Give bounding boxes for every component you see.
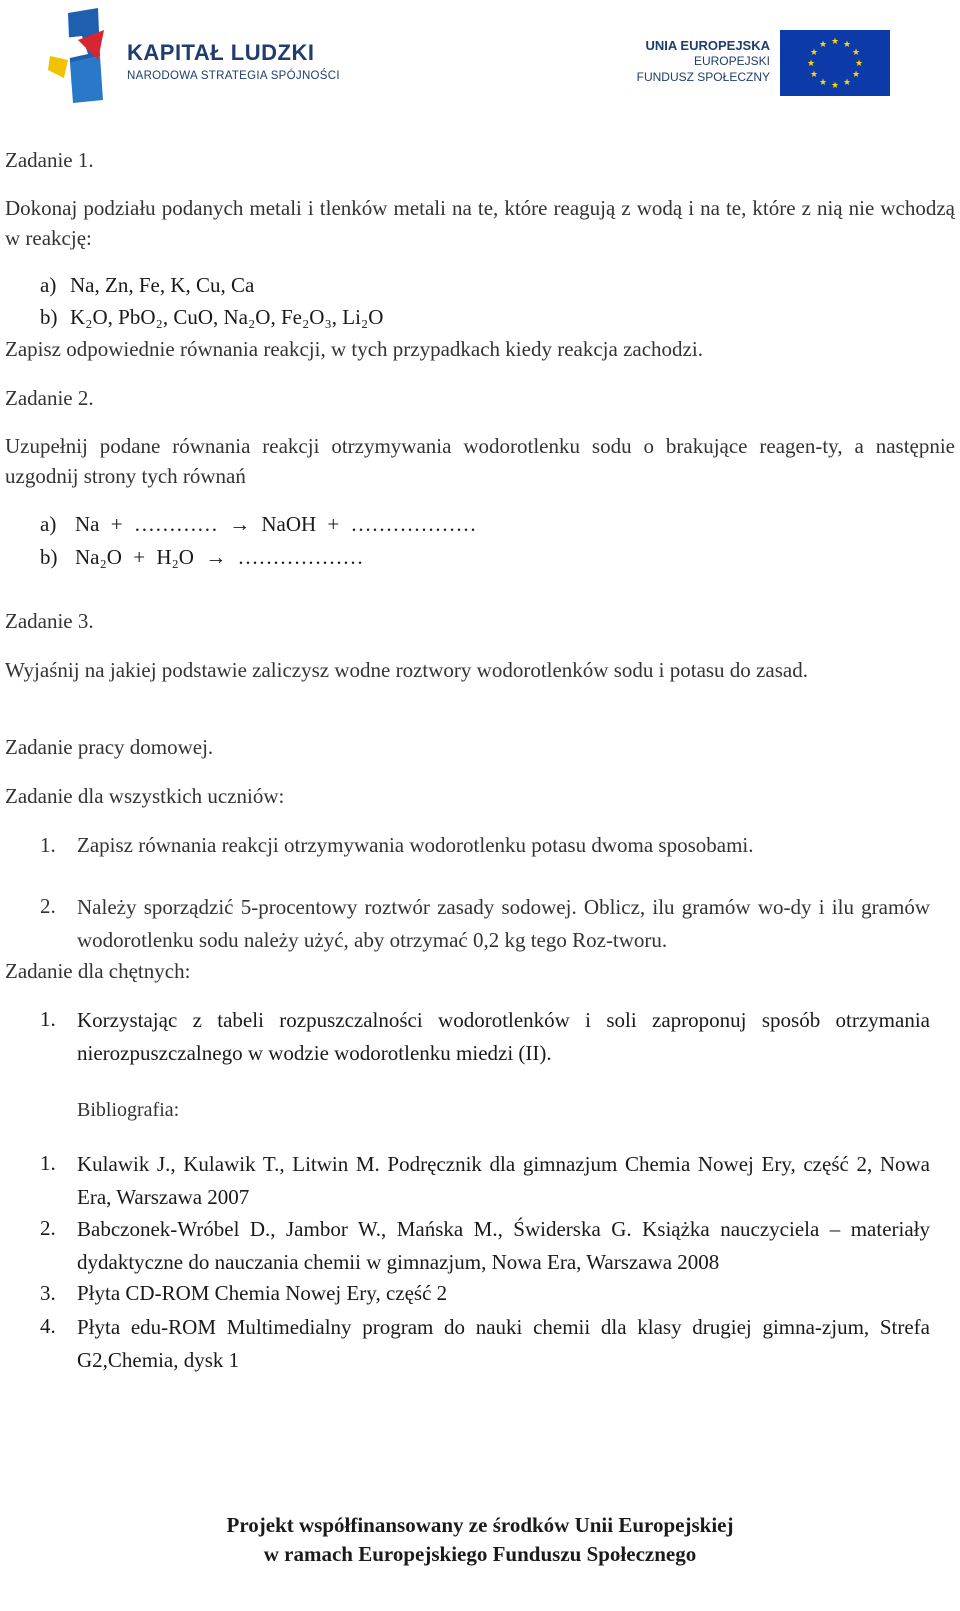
task2-item-a [40,509,477,539]
bibliography-item-1-num: 1. [40,1151,56,1175]
eu-logo-line3: FUNDUSZ SPOŁECZNY [636,70,770,84]
bibliography-item-3-num: 3. [40,1281,56,1305]
svg-text:★: ★ [809,48,819,58]
homework-heading: Zadanie pracy domowej. [5,735,214,759]
eu-flag-icon [780,30,890,96]
kapital-ludzki-subtitle: NARODOWA STRATEGIA SPÓJNOŚCI [127,70,340,82]
footer-line1: Projekt współfinansowany ze środków Unii Europejskiej [226,1513,734,1537]
svg-text:★: ★ [830,81,840,91]
eu-logo-line2: EUROPEJSKI [693,54,770,68]
svg-text:★: ★ [809,70,819,80]
bibliography-item-2-text: Babczonek-Wróbel D., Jambor W., Mańska M., Świderska G. Książka nauczyciela – materiały dydaktyczne do nauczania chemii w gimnazjum, Nowa Era, Warszawa 2008 [77,1217,930,1274]
homework-volunteer-item-1-text: Korzystając z tabeli rozpuszczalności wodorotlenków i soli zaproponuj sposób otrzymania nierozpuszczalnego w wodzie wodorotlenku miedzi (II). [77,1008,930,1065]
task1-item-a [40,270,255,300]
bibliography-item-4-text: Płyta edu-ROM Multimedialny program do nauki chemii dla klasy drugiej gimna-zjum, Strefa G2,Chemia, dysk 1 [77,1315,930,1372]
homework-all-item-2-text: Należy sporządzić 5-procentowy roztwór zasady sodowej. Oblicz, ilu gramów wo-dy i ilu gramów wodorotlenku sodu należy użyć, aby otrzymać 0,2 kg tego Roz-tworu. [77,895,930,952]
kapital-ludzki-logo [48,8,348,103]
task1-instruction: Dokonaj podziału podanych metali i tlenków metali na te, które reagują z wodą i na te, które z nią nie wchodzą w reakcję: [5,196,955,250]
kapital-ludzki-title: KAPITAŁ LUDZKI [127,40,315,65]
task2-item-a-label: a) [40,512,57,536]
task1-item-a-text: Na, Zn, Fe, K, Cu, Ca [70,273,255,297]
svg-text:★: ★ [842,78,852,88]
task3-heading: Zadanie 3. [5,609,94,633]
kapital-ludzki-emblem-icon [48,8,118,103]
task1-item-b [40,302,384,332]
task2-item-b-text: Na₂O + H₂O → ……………… [75,545,364,569]
task2-item-a-text: Na + ………… → NaOH + ……………… [75,512,477,536]
svg-text:★: ★ [830,37,840,47]
svg-text:★: ★ [851,70,861,80]
task1-item-b-label: b) [40,305,58,329]
svg-text:★: ★ [806,59,816,69]
bibliography-heading: Bibliografia: [77,1099,180,1121]
homework-all-heading: Zadanie dla wszystkich uczniów: [5,784,285,808]
svg-text:★: ★ [818,78,828,88]
bibliography-item-2-num: 2. [40,1216,56,1240]
homework-volunteer-item-1-num: 1. [40,1007,56,1031]
bibliography-item-3-text: Płyta CD-ROM Chemia Nowej Ery, część 2 [77,1281,448,1305]
footer-line2: w ramach Europejskiego Funduszu Społecznego [263,1542,697,1566]
svg-text:★: ★ [818,40,828,50]
svg-text:★: ★ [854,59,864,69]
homework-all-item-2-num: 2. [40,894,56,918]
svg-text:★: ★ [842,40,852,50]
task2-item-b [40,542,364,572]
bibliography-item-1-text: Kulawik J., Kulawik T., Litwin M. Podręcznik dla gimnazjum Chemia Nowej Ery, część 2, Nowa Era, Warszawa 2007 [77,1152,930,1209]
task1-item-a-label: a) [40,273,57,297]
task1-note: Zapisz odpowiednie równania reakcji, w tych przypadkach kiedy reakcja zachodzi. [5,337,703,361]
eu-fund-logo [636,28,890,98]
homework-all-item-1-text: Zapisz równania reakcji otrzymywania wodorotlenku potasu dwoma sposobami. [77,833,754,857]
eu-logo-line1: UNIA EUROPEJSKA [645,38,770,53]
svg-text:★: ★ [851,48,861,58]
task2-item-b-label: b) [40,545,58,569]
bibliography-item-3 [40,1278,448,1308]
homework-all-item-1-num: 1. [40,833,56,857]
homework-all-item-1 [40,830,754,860]
bibliography-item-4-num: 4. [40,1314,56,1338]
task2-heading: Zadanie 2. [5,386,94,410]
task1-heading: Zadanie 1. [5,148,94,172]
homework-volunteer-heading: Zadanie dla chętnych: [5,959,191,983]
task2-instruction: Uzupełnij podane równania reakcji otrzymywania wodorotlenku sodu o brakujące reagen-ty, a następnie uzgodnij strony tych równań [5,434,955,488]
task1-item-b-text: K₂O, PbO₂, CuO, Na₂O, Fe₂O₃, Li₂O [70,305,384,329]
task3-instruction: Wyjaśnij na jakiej podstawie zaliczysz wodne roztwory wodorotlenków sodu i potasu do zasad. [5,658,808,682]
